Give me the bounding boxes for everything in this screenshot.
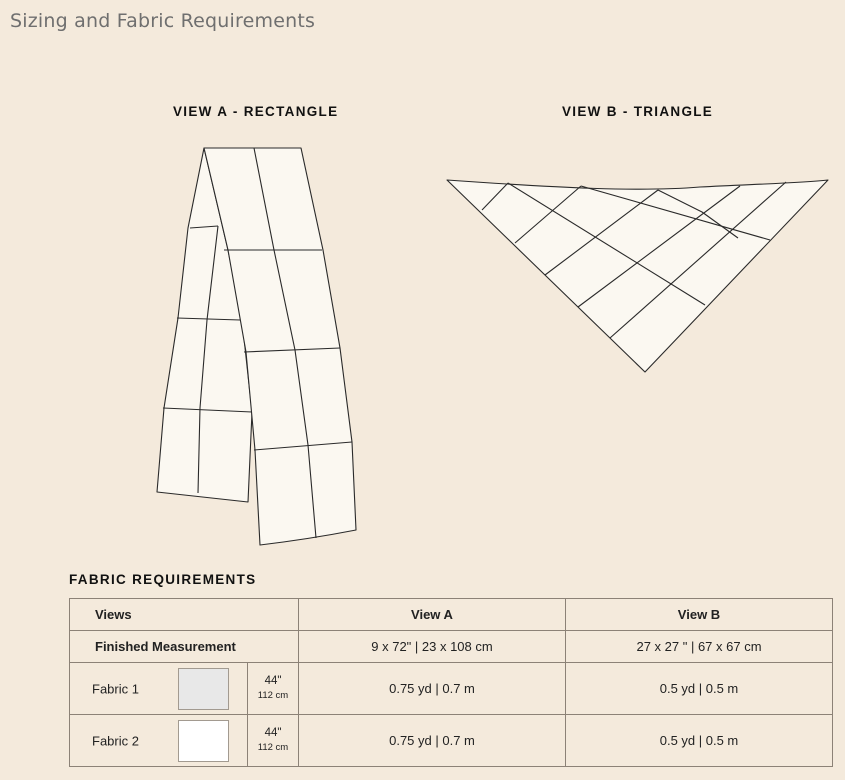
view-a-heading: VIEW A - RECTANGLE (173, 104, 339, 119)
views-header: Views (70, 599, 299, 631)
fabric-1-view-a: 0.75 yd | 0.7 m (299, 663, 566, 715)
fabric-1-width-in: 44" (264, 674, 282, 687)
finished-measurement-row (70, 631, 833, 663)
view-a-header: View A (299, 599, 566, 631)
table-header-row (70, 599, 833, 631)
fabric-2-width (248, 715, 299, 767)
fabric-1-width (248, 663, 299, 715)
finished-measurement-label: Finished Measurement (70, 631, 299, 663)
fabric-requirements-heading: FABRIC REQUIREMENTS (69, 572, 257, 587)
view-b-heading: VIEW B - TRIANGLE (562, 104, 714, 119)
fabric-2-width-cm: 112 cm (257, 742, 289, 754)
finished-measurement-view-a: 9 x 72" | 23 x 108 cm (299, 631, 566, 663)
page-title: Sizing and Fabric Requirements (10, 10, 316, 32)
fabric-1-name: Fabric 1 (92, 681, 139, 696)
fabric-1-swatch (178, 668, 229, 710)
fabric-requirements-table (69, 598, 833, 767)
fabric-2-width-in: 44" (264, 726, 282, 739)
fabric-2-view-b: 0.5 yd | 0.5 m (566, 715, 833, 767)
fabric-2-view-a: 0.75 yd | 0.7 m (299, 715, 566, 767)
triangle-scarf-illustration (447, 180, 828, 372)
rectangle-scarf-illustration (157, 148, 356, 545)
triangle-outline (447, 180, 828, 372)
fabric-row-1 (70, 663, 833, 715)
finished-measurement-view-b: 27 x 27 " | 67 x 67 cm (566, 631, 833, 663)
fabric-1-view-b: 0.5 yd | 0.5 m (566, 663, 833, 715)
fabric-2-swatch (178, 720, 229, 762)
view-b-header: View B (566, 599, 833, 631)
fabric-2-cell (70, 715, 248, 767)
fabric-1-width-cm: 112 cm (257, 690, 289, 702)
fabric-2-name: Fabric 2 (92, 733, 139, 748)
fabric-1-cell (70, 663, 248, 715)
fabric-row-2 (70, 715, 833, 767)
